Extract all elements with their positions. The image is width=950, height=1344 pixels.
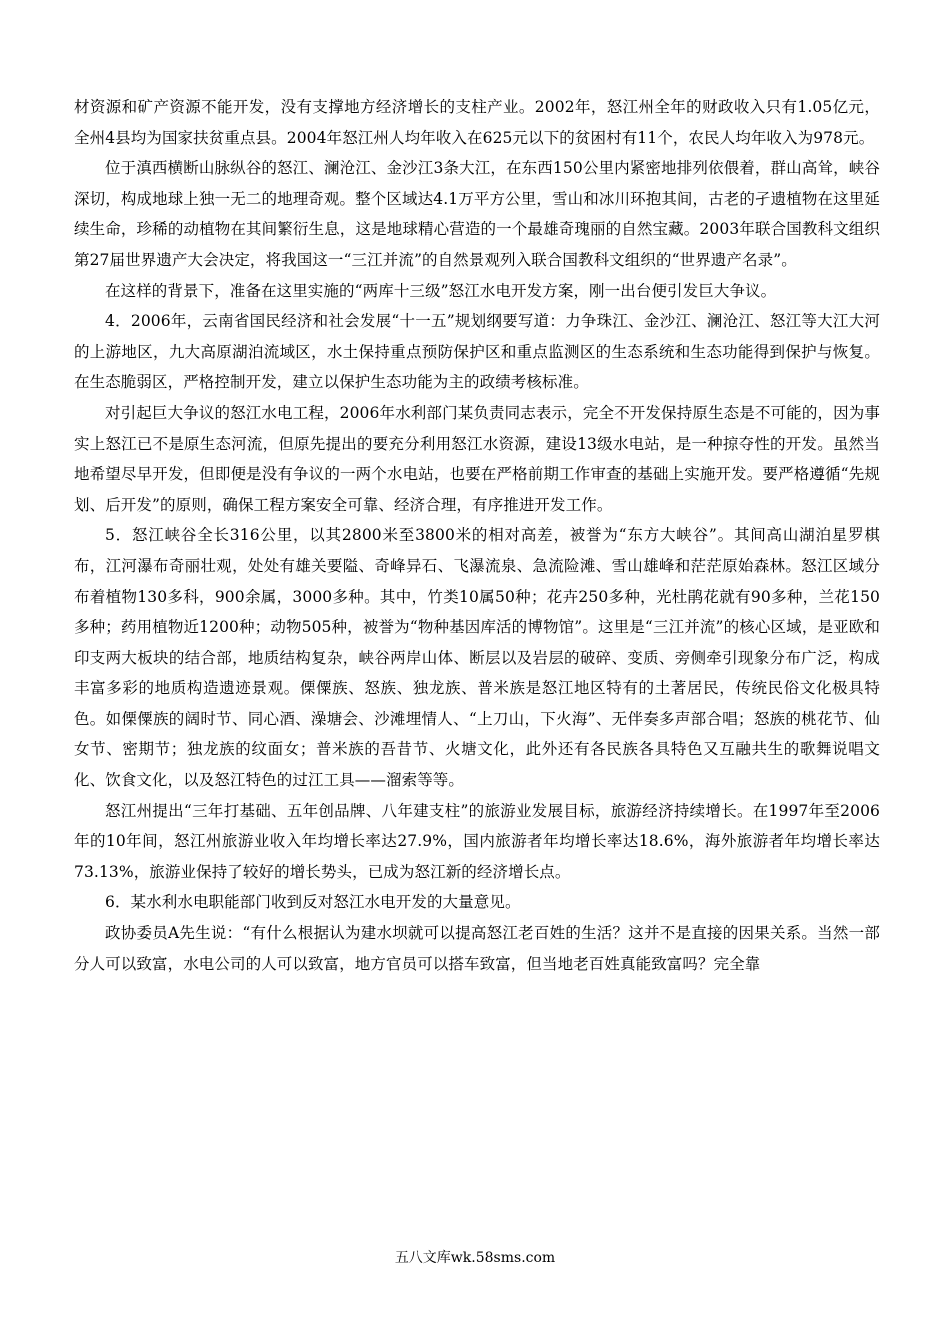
paragraph-item-4: 4．2006年，云南省国民经济和社会发展“十一五”规划纲要写道：力争珠江、金沙江、澜沧江、怒江等大江大河的上游地区，九大高原湖泊流域区，水土保持重点预防保护区和重点监测区的生态系统和生态功能得到保护与恢复。在生态脆弱区，严格控制开发，建立以保护生态功能为主的政绩考核标准。 — [74, 312, 880, 392]
paragraph-tourism: 怒江州提出“三年打基础、五年创品牌、八年建支柱”的旅游业发展目标，旅游经济持续增长。在1997年至2006年的10年间，怒江州旅游业收入年均增长率达27.9%，国内旅游者年均增长率达18.6%，海外旅游者年均增长率达73.13%，旅游业保持了较好的增长势头，已成为怒江新的经济增长点。 — [74, 801, 880, 881]
paragraph-water-department: 对引起巨大争议的怒江水电工程，2006年水利部门某负责同志表示，完全不开发保持原生态是不可能的，因为事实上怒江已不是原生态河流，但原先提出的要充分利用怒江水资源，建设13级水电站，是一种掠夺性的开发。虽然当地希望尽早开发，但即便是没有争议的一两个水电站，也要在严格前期工作审查的基础上实施开发。要严格遵循“先规划、后开发”的原则，确保工程方案安全可靠、经济合理，有序推进开发工作。 — [74, 403, 880, 514]
document-body — [74, 92, 880, 979]
page-footer: 五八文库wk.58sms.com — [394, 1250, 556, 1266]
paragraph-three-rivers: 位于滇西横断山脉纵谷的怒江、澜沧江、金沙江3条大江，在东西150公里内紧密地排列依偎着，群山高耸，峡谷深切，构成地球上独一无二的地理奇观。整个区域达4.1万平方公里，雪山和冰川环抱其间，古老的孑遗植物在这里延续生命，珍稀的动植物在其间繁衍生息，这是地球精心营造的一个最雄奇瑰丽的自然宝藏。2003年联合国教科文组织第27届世界遗产大会决定，将我国这一“三江并流”的自然景观列入联合国教科文组织的“世界遗产名录”。 — [74, 159, 880, 269]
paragraph-continued: 材资源和矿产资源不能开发，没有支撑地方经济增长的支柱产业。2002年，怒江州全年的财政收入只有1.05亿元，全州4县均为国家扶贫重点县。2004年怒江州人均年收入在625元以下的贫困村有11个，农民人均年收入为978元。 — [74, 98, 880, 147]
paragraph-controversy: 在这样的背景下，准备在这里实施的“两库十三级”怒江水电开发方案，刚一出台便引发巨大争议。 — [105, 281, 777, 300]
paragraph-committee-member: 政协委员A先生说：“有什么根据认为建水坝就可以提高怒江老百姓的生活？这并不是直接的因果关系。当然一部分人可以致富，水电公司的人可以致富，地方官员可以搭车致富，但当地老百姓真能致富吗？完全靠 — [74, 924, 880, 973]
paragraph-item-5: 5．怒江峡谷全长316公里，以其2800米至3800米的相对高差，被誉为“东方大峡谷”。其间高山湖泊星罗棋布，江河瀑布奇丽壮观，处处有雄关要隘、奇峰异石、飞瀑流泉、急流险滩、雪山雄峰和茫茫原始森林。怒江区域分布着植物130多科，900余属，3000多种。其中，竹类10属50种；花卉250多种，光杜鹃花就有90多种，兰花150多种；药用植物近1200种；动物505种，被誉为“物种基因库活的博物馆”。这里是“三江并流”的核心区域，是亚欧和印支两大板块的结合部，地质结构复杂，峡谷两岸山体、断层以及岩层的破碎、变质、旁侧牵引现象分布广泛，构成丰富多彩的地质构造遗迹景观。傈僳族、怒族、独龙族、普米族是怒江地区特有的土著居民，传统民俗文化极具特色。如傈僳族的阔时节、同心酒、澡塘会、沙滩埋情人、“上刀山，下火海”、无伴奏多声部合唱；怒族的桃花节、仙女节、密期节；独龙族的纹面女；普米族的吾昔节、火塘文化，此外还有各民族各具特色又互融共生的歌舞说唱文化、饮食文化，以及怒江特色的过江工具——溜索等等。 — [74, 526, 880, 790]
paragraph-item-6: 6．某水利水电职能部门收到反对怒江水电开发的大量意见。 — [105, 893, 521, 912]
